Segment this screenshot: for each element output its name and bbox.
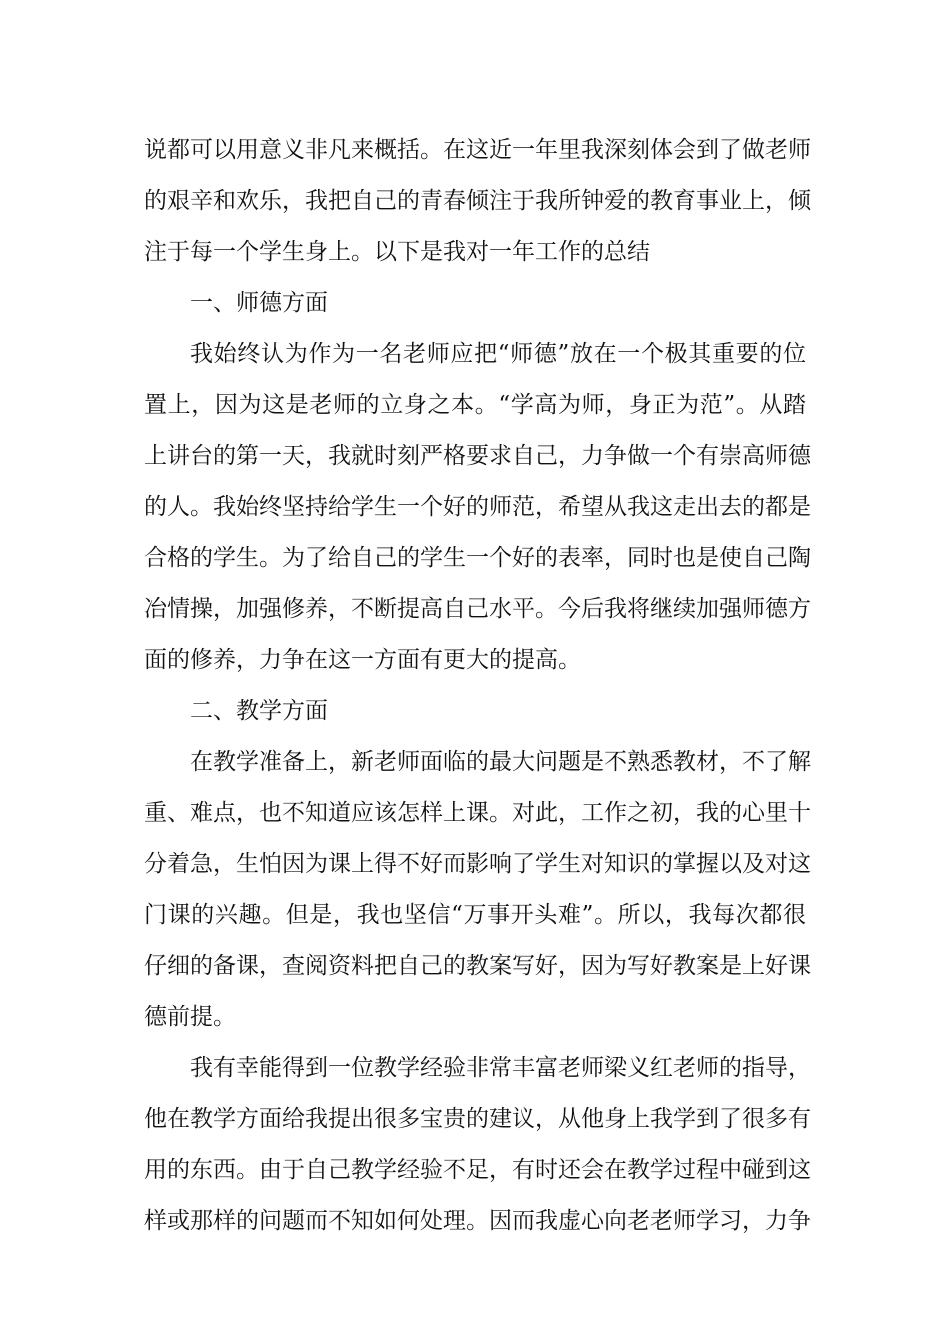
text-line: 门课的兴趣。但是，我也坚信“万事开头难”。所以，我每次都很 bbox=[144, 902, 806, 928]
text-line: 的人。我始终坚持给学生一个好的师范，希望从我这走出去的都是 bbox=[144, 494, 811, 520]
section-heading-teaching: 二、教学方面 bbox=[190, 698, 328, 724]
text-line: 仔细的备课，查阅资料把自己的教案写好，因为写好教案是上好课 bbox=[144, 953, 811, 979]
text-line: 面的修养，力争在这一方面有更大的提高。 bbox=[144, 647, 581, 673]
text-line: 合格的学生。为了给自己的学生一个好的表率，同时也是使自己陶 bbox=[144, 545, 811, 571]
text-line: 我有幸能得到一位教学经验非常丰富老师梁义红老师的指导， bbox=[190, 1055, 811, 1081]
text-line: 重、难点，也不知道应该怎样上课。对此，工作之初，我的心里十 bbox=[144, 800, 811, 826]
text-line: 分着急，生怕因为课上得不好而影响了学生对知识的掌握以及对这 bbox=[144, 851, 811, 877]
section-heading-ethics: 一、师德方面 bbox=[190, 290, 328, 316]
text-line: 置上，因为这是老师的立身之本。“学高为师，身正为范”。从踏 bbox=[144, 392, 806, 418]
text-line: 注于每一个学生身上。以下是我对一年工作的总结 bbox=[144, 239, 650, 265]
text-line: 冶情操，加强修养，不断提高自己水平。今后我将继续加强师德方 bbox=[144, 596, 811, 622]
text-line: 用的东西。由于自己教学经验不足，有时还会在教学过程中碰到这 bbox=[144, 1157, 811, 1183]
text-line: 上讲台的第一天，我就时刻严格要求自己，力争做一个有崇高师德 bbox=[144, 443, 811, 469]
text-line: 样或那样的问题而不知如何处理。因而我虚心向老老师学习，力争 bbox=[144, 1208, 811, 1234]
text-line: 的艰辛和欢乐，我把自己的青春倾注于我所钟爱的教育事业上，倾 bbox=[144, 188, 811, 214]
text-line: 他在教学方面给我提出很多宝贵的建议，从他身上我学到了很多有 bbox=[144, 1106, 811, 1132]
text-line: 德前提。 bbox=[144, 1004, 236, 1030]
text-line: 我始终认为作为一名老师应把“师德”放在一个极其重要的位 bbox=[190, 341, 806, 367]
text-line: 在教学准备上，新老师面临的最大问题是不熟悉教材，不了解 bbox=[190, 749, 811, 775]
text-line: 说都可以用意义非凡来概括。在这近一年里我深刻体会到了做老师 bbox=[144, 137, 811, 163]
